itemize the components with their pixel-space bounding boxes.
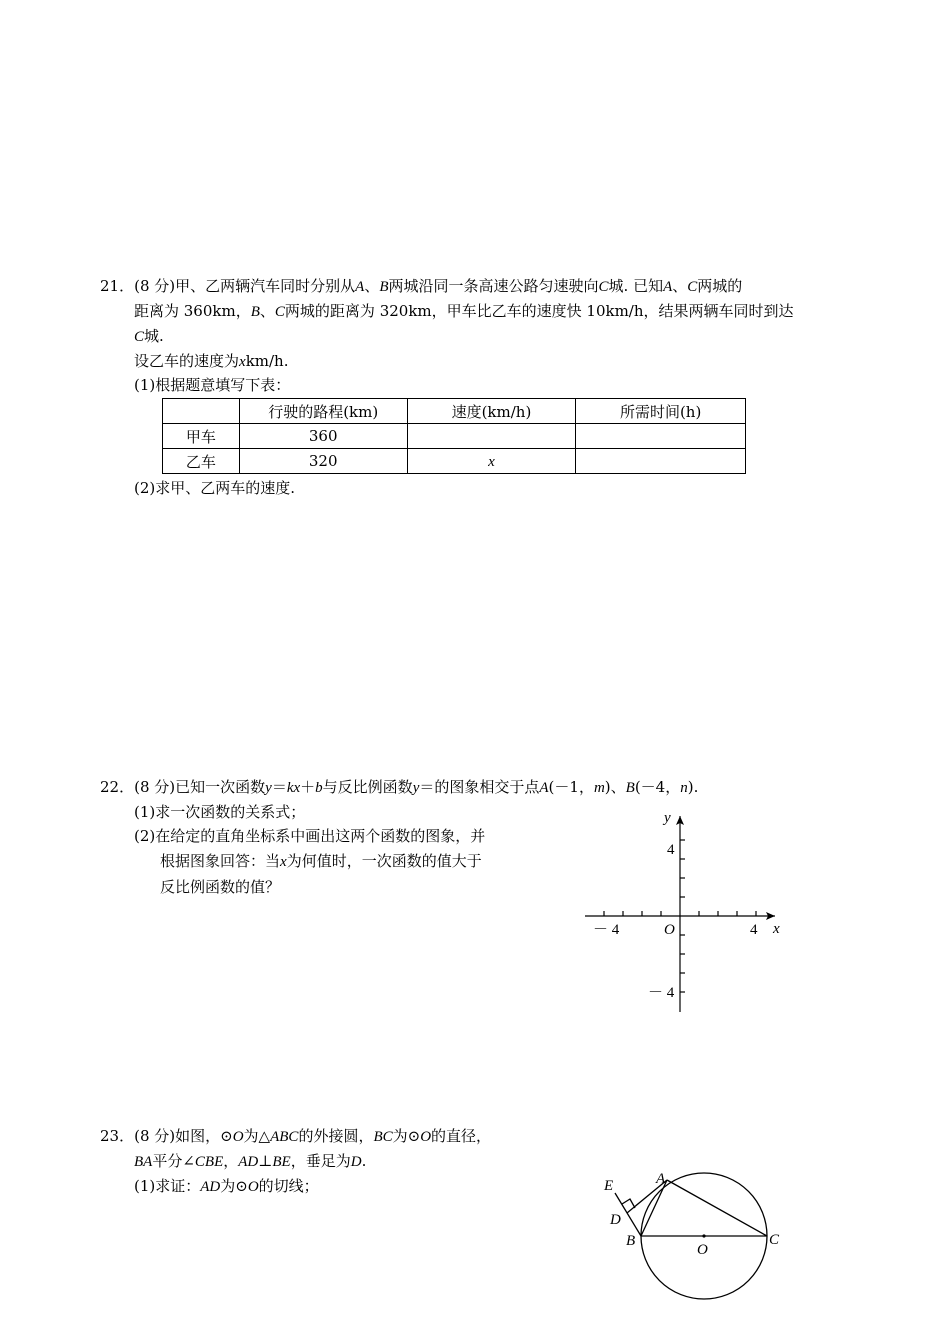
q23-var: ABC (270, 1129, 299, 1145)
q21-text: 两城的 (697, 277, 743, 295)
q21-var: B (250, 304, 260, 320)
q22-var: kx (286, 780, 301, 796)
q21-line-4 (134, 351, 288, 372)
tick-label-x-pos: 4 (750, 922, 758, 938)
q21-var: x (239, 354, 246, 370)
q22-text: 已知一次函数 (175, 778, 266, 796)
coordinate-plane (570, 800, 800, 1020)
label-c: C (769, 1232, 780, 1248)
table-cell (407, 449, 576, 474)
q21-score: (8 分) (134, 277, 176, 295)
table-header-cell: 行驶的路程(km) (239, 399, 407, 424)
table-cell: 360 (239, 424, 407, 449)
table-cell: 320 (239, 449, 407, 474)
q22-var: n (680, 780, 688, 796)
q21-line-2 (134, 301, 794, 322)
q22-var: m (593, 780, 605, 796)
q23-var: D (350, 1154, 362, 1170)
table-row (163, 449, 746, 474)
center-dot (702, 1234, 705, 1237)
q23-text: (1)求证： (134, 1177, 201, 1195)
table-header-cell: 所需时间(h) (576, 399, 746, 424)
q23-number: 23． (100, 1127, 135, 1145)
q23-var: CBE (194, 1154, 224, 1170)
q22-line-1 (100, 777, 698, 798)
q23-text: 的切线； (258, 1177, 319, 1195)
q23-text: 为△ (243, 1127, 271, 1145)
table-cell (407, 424, 576, 449)
q22-var: x (280, 854, 287, 870)
q22-var: y (265, 780, 272, 796)
q21-text: 、 (259, 302, 275, 320)
q21-var: B (379, 279, 389, 295)
q23-part-1 (134, 1176, 319, 1197)
q21-text: 两城的距离为 320km，甲车比乙车的速度快 10km/h，结果两辆车同时到达 (284, 302, 794, 320)
q22-text: ＋ (300, 778, 316, 796)
q22-var: b (315, 780, 323, 796)
q22-part-2-line-2 (160, 851, 482, 872)
q23-line-1 (100, 1126, 491, 1147)
q21-text: 、 (364, 277, 380, 295)
q23-text: ， (223, 1152, 239, 1170)
q22-text: 根据图象回答：当 (160, 852, 281, 870)
table-cell: 乙车 (163, 449, 240, 474)
q22-text: (－4， (634, 778, 681, 796)
q22-score: (8 分) (134, 778, 176, 796)
q21-text: 设乙车的速度为 (134, 352, 240, 370)
q21-text: 城. (144, 327, 164, 345)
table-cell-var: x (488, 453, 495, 470)
label-a: A (656, 1171, 666, 1187)
circle-figure (595, 1160, 810, 1340)
table-header-row (163, 399, 746, 424)
q21-text: 甲、乙两辆汽车同时分别从 (175, 277, 356, 295)
q23-text: 的外接圆， (298, 1127, 374, 1145)
q21-part-1: (1)根据题意填写下表： (134, 376, 291, 394)
q21-var: C (598, 279, 609, 295)
label-o: O (697, 1242, 708, 1258)
q23-text: 为⊙ (392, 1127, 421, 1145)
q21-var: C (134, 329, 145, 345)
q22-var: A (539, 780, 549, 796)
q21-text: km/h. (245, 352, 289, 370)
q23-var: AD (200, 1179, 221, 1195)
q21-text: 、 (672, 277, 688, 295)
table-header-cell (163, 399, 240, 424)
q23-text: ，垂足为 (290, 1152, 351, 1170)
q22-part-1: (1)求一次函数的关系式； (134, 803, 306, 821)
q22-text: ). (687, 778, 699, 796)
segment-ac (667, 1180, 767, 1236)
q22-text: 为何值时，一次函数的值大于 (286, 852, 482, 870)
q22-part-2-line-1: (2)在给定的直角坐标系中画出这两个函数的图象，并 (134, 827, 486, 845)
q23-var: O (420, 1129, 432, 1145)
q21-var: A (355, 279, 365, 295)
q22-text: (－1， (548, 778, 594, 796)
origin-label: O (664, 922, 675, 938)
table-cell (576, 449, 746, 474)
table-cell (576, 424, 746, 449)
q22-text: 与反比例函数 (322, 778, 413, 796)
q21-text: 两城沿同一条高速公路匀速驶向 (388, 277, 599, 295)
q23-text: ⊥ (258, 1152, 273, 1170)
label-d: D (610, 1212, 621, 1228)
q21-text: 城. 已知 (608, 277, 664, 295)
q23-text: 如图，⊙ (175, 1127, 233, 1145)
q22-part-2-line-3: 反比例函数的值？ (160, 878, 281, 896)
table-header-cell: 速度(km/h) (407, 399, 576, 424)
tick-label-y-pos: 4 (667, 842, 675, 858)
tick-label-x-neg: － 4 (593, 922, 620, 938)
q21-line-3 (134, 326, 164, 347)
q23-line-2 (134, 1151, 366, 1172)
q22-var: B (625, 780, 635, 796)
q23-score: (8 分) (134, 1127, 176, 1145)
y-axis-label: y (664, 810, 671, 826)
q23-var: BA (134, 1154, 153, 1170)
q23-text: 的直径， (431, 1127, 492, 1145)
q21-number: 21． (100, 277, 135, 295)
q22-text: )、 (604, 778, 626, 796)
q23-var: AD (238, 1154, 259, 1170)
q21-var: A (663, 279, 673, 295)
q22-text: ＝ (271, 778, 287, 796)
q21-var: C (274, 304, 285, 320)
table-row (163, 424, 746, 449)
q21-text: 距离为 360km， (134, 302, 251, 320)
q21-part-2: (2)求甲、乙两车的速度. (134, 479, 296, 497)
q23-text: 平分∠ (152, 1152, 195, 1170)
q22-var: y (412, 780, 420, 796)
q23-var: O (232, 1129, 244, 1145)
q23-var: BE (272, 1154, 291, 1170)
q23-text: 为⊙ (220, 1177, 248, 1195)
tick-label-y-neg: － 4 (648, 985, 675, 1001)
q23-var: BC (373, 1129, 393, 1145)
q23-text: . (361, 1152, 367, 1170)
x-axis-label: x (773, 921, 780, 937)
q21-table (162, 398, 746, 474)
label-e: E (604, 1178, 614, 1194)
q21-line-1 (100, 276, 742, 297)
segment-ab (641, 1180, 667, 1236)
label-b: B (626, 1233, 636, 1249)
q22-text: ＝的图象相交于点 (419, 778, 540, 796)
q21-var: C (687, 279, 698, 295)
q23-var: O (247, 1179, 259, 1195)
table-cell: 甲车 (163, 424, 240, 449)
q22-number: 22． (100, 778, 135, 796)
